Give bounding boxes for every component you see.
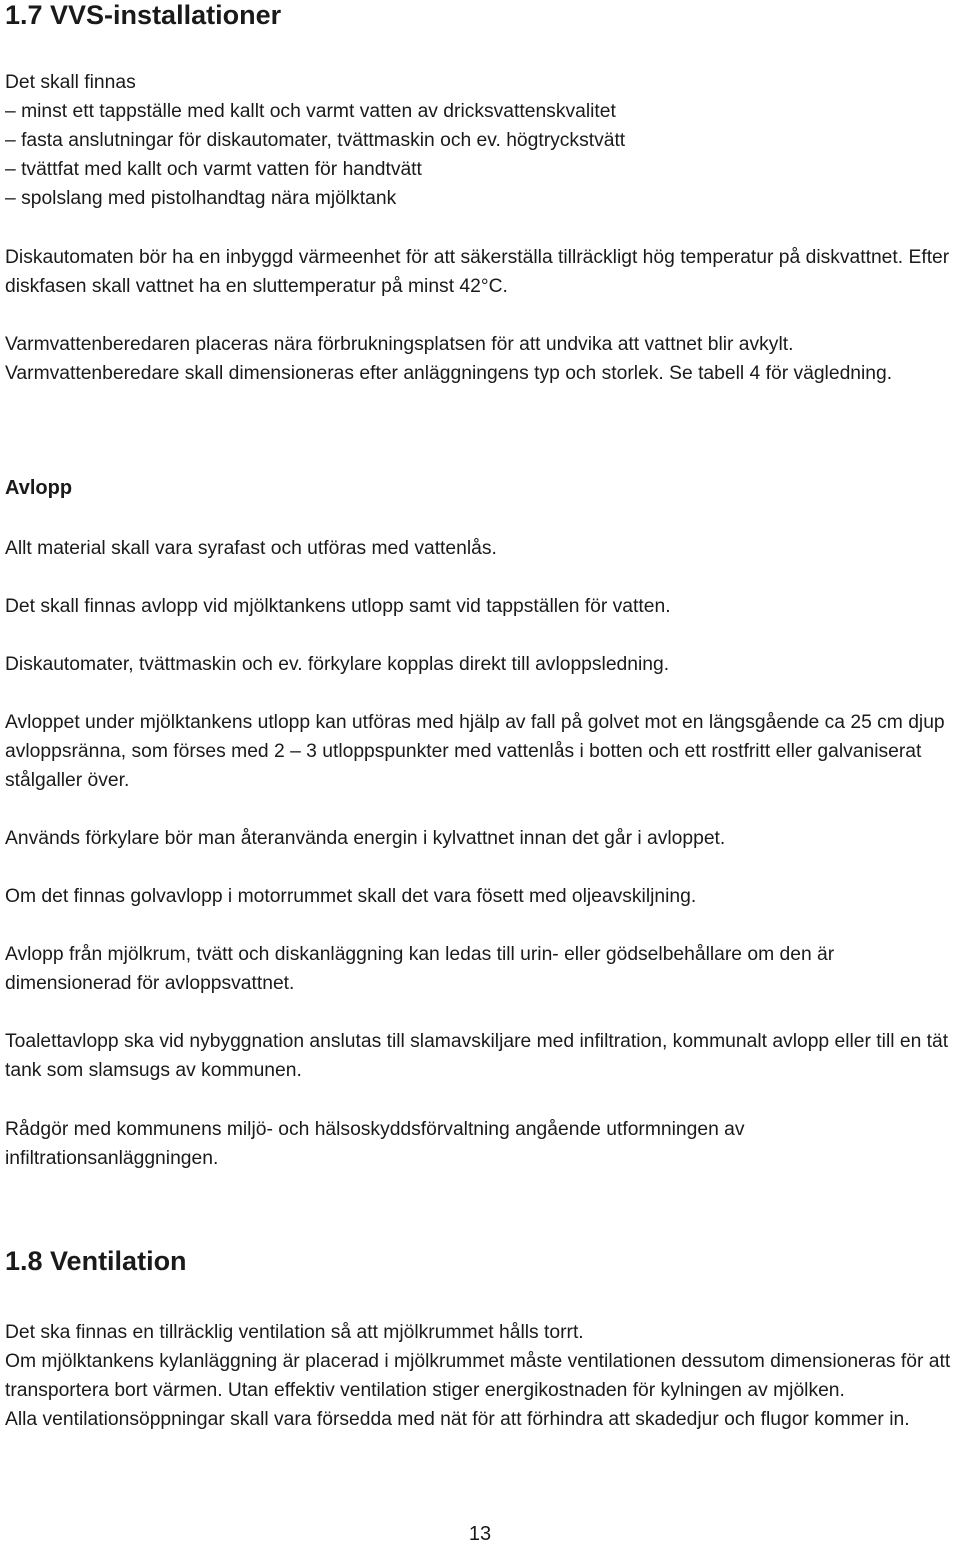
- page-number: 13: [468, 1523, 492, 1545]
- avlopp-paragraph-2: Det skall finnas avlopp vid mjölktankens utlopp samt vid tappställen för vatten.: [5, 596, 671, 617]
- avlopp-paragraph-5: Används förkylare bör man återanvända energin i kylvattnet innan det går i avloppet.: [5, 828, 726, 849]
- ventilation-paragraph: Det ska finnas en tillräcklig ventilation så att mjölkrummet hålls torrt. Om mjölktankens kylanläggning är placerad i mjölkrummet måste ventilationen dessutom dimensioneras för att transportera bort värmen. Utan effektiv ventilation stiger energikostnaden för kylningen av mjölken. Alla ventilationsöppningar skall vara försedda med nät för att förhindra att skadedjur och flugor kommer in.: [5, 1322, 951, 1430]
- avlopp-paragraph-6: Om det finnas golvavlopp i motorrummet skall det vara fösett med oljeavskiljning.: [5, 886, 697, 907]
- avlopp-paragraph-1: Allt material skall vara syrafast och utföras med vattenlås.: [5, 538, 497, 559]
- vvs-water-heater-paragraph: Varmvattenberedaren placeras nära förbrukningsplatsen för att undvika att vattnet blir avkylt. Varmvattenberedare skall dimensioneras efter anläggningens typ och storlek. Se tabell 4 för vägledning.: [5, 334, 893, 384]
- subheading-avlopp: Avlopp: [5, 477, 73, 499]
- avlopp-paragraph-3: Diskautomater, tvättmaskin och ev. förkylare kopplas direkt till avloppsledning.: [5, 654, 670, 675]
- vvs-requirements-list: Det skall finnas – minst ett tappställe med kallt och varmt vatten av dricksvattenskvalitet – fasta anslutningar för diskautomater, tvättmaskin och ev. högtryckstvätt – tvättfat med kallt och varmt vatten för handtvätt – spolslang med pistolhandtag nära mjölktank: [5, 72, 626, 209]
- vvs-dishwasher-paragraph: Diskautomaten bör ha en inbyggd värmeenhet för att säkerställa tillräckligt hög temperatur på diskvattnet. Efter diskfasen skall vattnet ha en sluttemperatur på minst 42°C.: [5, 247, 950, 297]
- section-heading-ventilation: 1.8 Ventilation: [5, 1246, 187, 1276]
- avlopp-paragraph-9: Rådgör med kommunens miljö- och hälsoskyddsförvaltning angående utformningen av infiltrationsanläggningen.: [5, 1119, 745, 1169]
- section-heading-vvs: 1.7 VVS-installationer: [5, 0, 282, 30]
- avlopp-paragraph-8: Toalettavlopp ska vid nybyggnation anslutas till slamavskiljare med infiltration, kommunalt avlopp eller till en tät tank som slamsugs av kommunen.: [5, 1031, 949, 1081]
- avlopp-paragraph-4: Avloppet under mjölktankens utlopp kan utföras med hjälp av fall på golvet mot en längsgående ca 25 cm djup avloppsränna, som förses med 2 – 3 utloppspunkter med vattenlås i botten och ett rostfritt eller galvaniserat stålgaller över.: [5, 712, 945, 791]
- avlopp-paragraph-7: Avlopp från mjölkrum, tvätt och diskanläggning kan ledas till urin- eller gödselbehållare om den är dimensionerad för avloppsvattnet.: [5, 944, 835, 994]
